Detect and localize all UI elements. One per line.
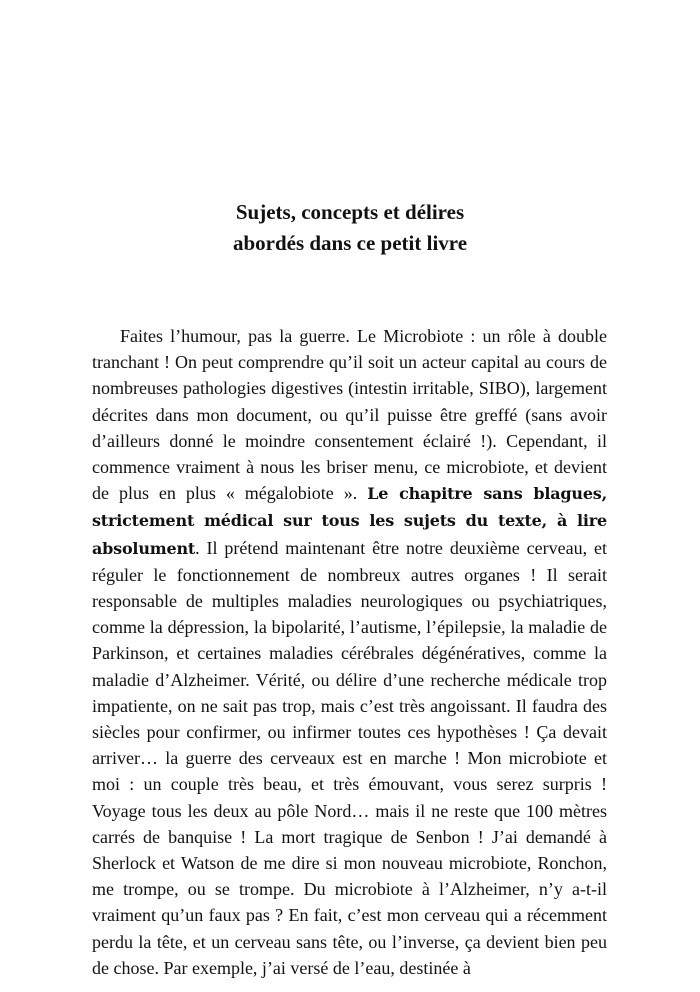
body-paragraph [92,323,607,981]
paragraph-text-end: . Il prétend maintenant être notre deuxième cerveau, et réguler le fonctionnement de nombreux autres organes ! Il serait responsable de multiples maladies neurologiques ou psychiatriques, comme la dépression, la bipolarité, l’autisme, l’épilepsie, la maladie de Parkinson, et certaines maladies cérébrales dégénératives, comme la maladie d’Alzheimer. Vérité, ou délire d’une recherche médicale trop impatiente, on ne sait pas trop, mais c’est très angoissant. Il faudra des siècles pour confirmer, ou infirmer toutes ces hypothèses ! Ça devait arriver… la guerre des cerveaux est en marche ! Mon microbiote et moi : un couple très beau, et très émouvant, vous serez surpris ! Voyage tous les deux au pôle Nord… mais il ne reste que 100 mètres carrés de banquise ! La mort tragique de Senbon ! J’ai demandé à Sherlock et Watson de me dire si mon nouveau microbiote, Ronchon, me trompe, ou se trompe. Du microbiote à l’Alzheimer, n’y a-t-il vraiment qu’un faux pas ? En fait, c’est mon cerveau qui a récemment perdu la tête, et un cerveau sans tête, ou l’inverse, ça devient bien peu de chose. Par exemple, j’ai versé de l’eau, destinée à [92,537,607,978]
bold-emphasis: Le chapitre sans blagues, strictement médical sur tous les sujets du texte, à lire absolument [92,484,607,558]
chapter-title-line-1: Sujets, concepts et délires [235,200,465,224]
paragraph-text-start: Faites l’humour, pas la guerre. Le Microbiote : un rôle à double tranchant ! On peut comprendre qu’il soit un acteur capital au cours de nombreuses pathologies digestives (intestin irritable, SIBO), largement décrites dans mon document, ou qu’il puisse être greffé (sans avoir d’ailleurs donné le moindre consentement éclairé !). Cependant, il commence vraiment à nous les briser menu, ce microbiote, et devient de plus en plus « mégalobiote ». [92,326,607,504]
chapter-title-line-2: abordés dans ce petit livre [232,231,468,255]
chapter-title [0,197,700,259]
